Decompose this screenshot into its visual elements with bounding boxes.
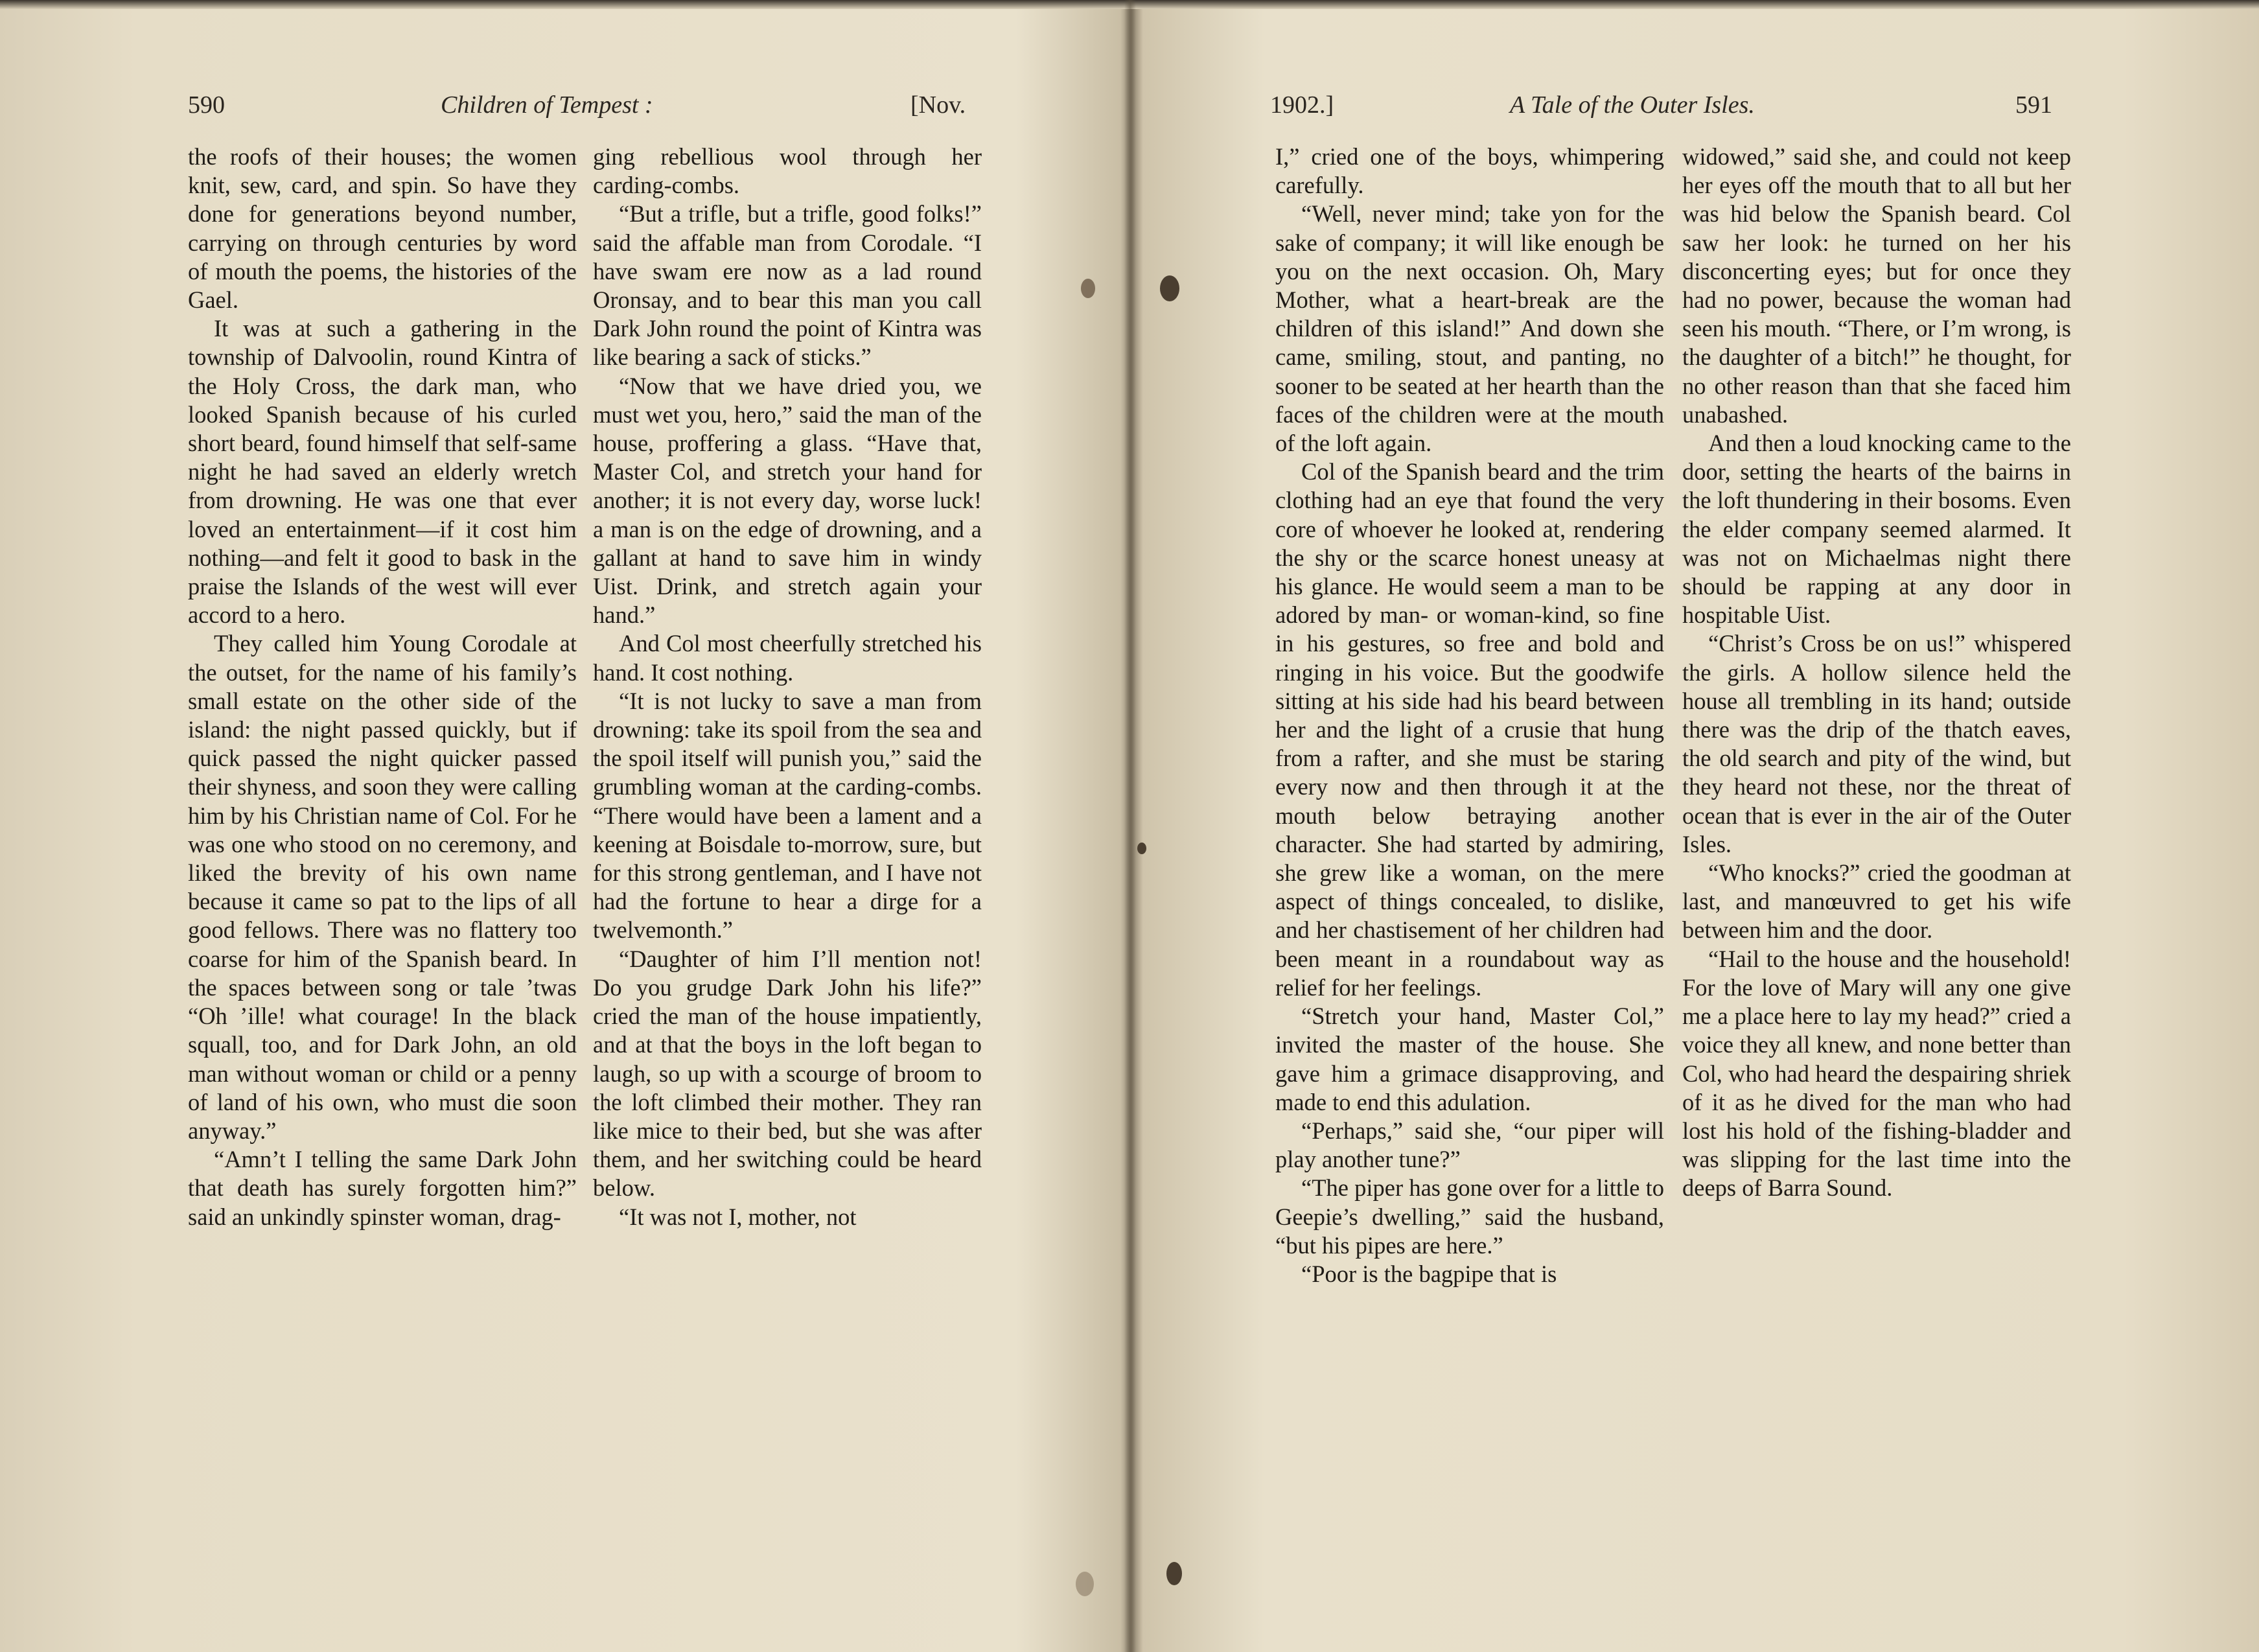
- text-column-2: [593, 143, 982, 1231]
- paragraph: “It was not I, mother, not: [619, 1203, 857, 1230]
- left-page: [0, 0, 1128, 1652]
- paragraph: “But a trifle, but a trifle, good folks!” said the affable man from Corodale. “I have swam ere now as a lad round Oronsay, and to bear this man you call Dark John round the point of Kintra was like bearing a sack of sticks.”: [593, 200, 982, 371]
- page-number: 590: [188, 91, 225, 119]
- paragraph: the roofs of their houses; the women knit, sew, card, and spin. So have they done for generations beyond number, carrying on through centuries by word of mouth the poems, the histories of the Gael.: [188, 143, 577, 314]
- paragraph: And Col most cheerfully stretched his hand. It cost nothing.: [593, 630, 982, 686]
- paragraph: “Stretch your hand, Master Col,” invited the master of the house. She gave him a grimace disapproving, and made to end this adulation.: [1275, 1003, 1664, 1115]
- running-title: Children of Tempest :: [441, 91, 653, 119]
- paragraph: “Poor is the bagpipe that is: [1301, 1260, 1557, 1287]
- running-title: A Tale of the Outer Isles.: [1510, 91, 1755, 119]
- text-column-1: [188, 143, 577, 1231]
- text-column-2: [1682, 143, 2071, 1203]
- paragraph: “Christ’s Cross be on us!” whispered the girls. A hollow silence held the house all trembling in its hand; outside there was the drip of the thatch eaves, the old search and pity of the wind, but they heard not these, nor the threat of ocean that is ever in the air of the Outer Isles.: [1682, 630, 2071, 857]
- paragraph: “Perhaps,” said she, “our piper will play another tune?”: [1275, 1117, 1664, 1173]
- paragraph: And then a loud knocking came to the door, setting the hearts of the bairns in the loft thundering in their bosoms. Even the elder company seemed alarmed. It was not on Michaelmas night there should be rapping at any door in hospitable Uist.: [1682, 430, 2071, 629]
- right-page: [1134, 0, 2259, 1652]
- running-date: [Nov.: [910, 91, 966, 119]
- paragraph: They called him Young Corodale at the outset, for the name of his family’s small estate on the other side of the island: the night passed quickly, but if quick passed the night quicker passed their shyness, and soon they were calling him by his Christian name of Col. For he was one who stood on no ceremony, and liked the brevity of his own name because it came so pat to the lips of all good fellows. There was no flattery too coarse for him of the Spanish beard. In the spaces between song or tale ’twas “Oh ’ille! what courage! In the black squall, too, and for Dark John, an old man without woman or child or a penny of land of his own, who must die soon anyway.”: [188, 630, 577, 1144]
- paragraph: I,” cried one of the boys, whimpering carefully.: [1275, 143, 1664, 199]
- text-column-1: [1275, 143, 1664, 1288]
- paragraph: Col of the Spanish beard and the trim clothing had an eye that found the very core of whoever he looked at, rendering the shy or the scarce honest uneasy at his glance. He would seem a man to be adored by man- or woman-kind, so fine in his gestures, so free and bold and ringing in his voice. But the goodwife sitting at his side had his beard between her and the light of a crusie that hung from a rafter, and she must be staring every now and then through it at the mouth below betraying another character. She had started by admiring, she grew like a woman, on the mere aspect of things concealed, to dislike, and her chastisement of her children had been meant in a roundabout way as relief for her feelings.: [1275, 458, 1664, 1001]
- page-number: 591: [2015, 91, 2052, 119]
- running-date: 1902.]: [1270, 91, 1334, 119]
- paragraph: “Hail to the house and the household! For the love of Mary will any one give me a place here to lay my head?” cried a voice they all knew, and none better than Col, who had heard the despairing shriek of it as he dived for the man who had lost his hold of the fishing-bladder and was slipping for the last time into the deeps of Barra Sound.: [1682, 945, 2071, 1202]
- paragraph: “Daughter of him I’ll mention not! Do you grudge Dark John his life?” cried the man of the house impatiently, and at that the boys in the loft began to laugh, so up with a scourge of broom to the loft climbed their mother. They ran like mice to their bed, but she was after them, and her switching could be heard below.: [593, 945, 982, 1202]
- paragraph: “Who knocks?” cried the goodman at last, and manœuvred to get his wife between him and the door.: [1682, 859, 2071, 944]
- paragraph: “It is not lucky to save a man from drowning: take its spoil from the sea and the spoil itself will punish you,” said the grumbling woman at the carding-combs. “There would have been a lament and a keening at Boisdale to-morrow, sure, but for this strong gentleman, and I have not had the fortune to hear a dirge for a twelvemonth.”: [593, 687, 982, 944]
- paragraph: ging rebellious wool through her carding-combs.: [593, 143, 982, 199]
- paragraph: “The piper has gone over for a little to Geepie’s dwelling,” said the husband, “but his pipes are here.”: [1275, 1174, 1664, 1259]
- paragraph: “Now that we have dried you, we must wet you, hero,” said the man of the house, proffering a glass. “Have that, Master Col, and stretch your hand for another; it is not every day, worse luck! a man is on the edge of drowning, and a gallant at hand to save him in windy Uist. Drink, and stretch again your hand.”: [593, 372, 982, 629]
- paragraph: widowed,” said she, and could not keep her eyes off the mouth that to all but her was hid below the Spanish beard. Col saw her look: he turned on her his disconcerting eyes; but for once they had no power, because the woman had seen his mouth. “There, or I’m wrong, is the daughter of a bitch!” he thought, for no other reason than that she faced him unabashed.: [1682, 143, 2071, 428]
- paragraph: It was at such a gathering in the township of Dalvoolin, round Kintra of the Holy Cross, the dark man, who looked Spanish because of his curled short beard, found himself that self-same night he had saved an elderly wretch from drowning. He was one that ever loved an entertainment—if it cost him nothing—and felt it good to bask in the praise the Islands of the west will ever accord to a hero.: [188, 315, 577, 629]
- paragraph: “Amn’t I telling the same Dark John that death has surely forgotten him?” said an unkindly spinster woman, drag-: [188, 1146, 577, 1230]
- paragraph: “Well, never mind; take yon for the sake of company; it will like enough be you on the next occasion. Oh, Mary Mother, what a heart-break are the children of this island!” And down she came, smiling, stout, and panting, no sooner to be seated at her hearth than the faces of the children were at the mouth of the loft again.: [1275, 200, 1664, 457]
